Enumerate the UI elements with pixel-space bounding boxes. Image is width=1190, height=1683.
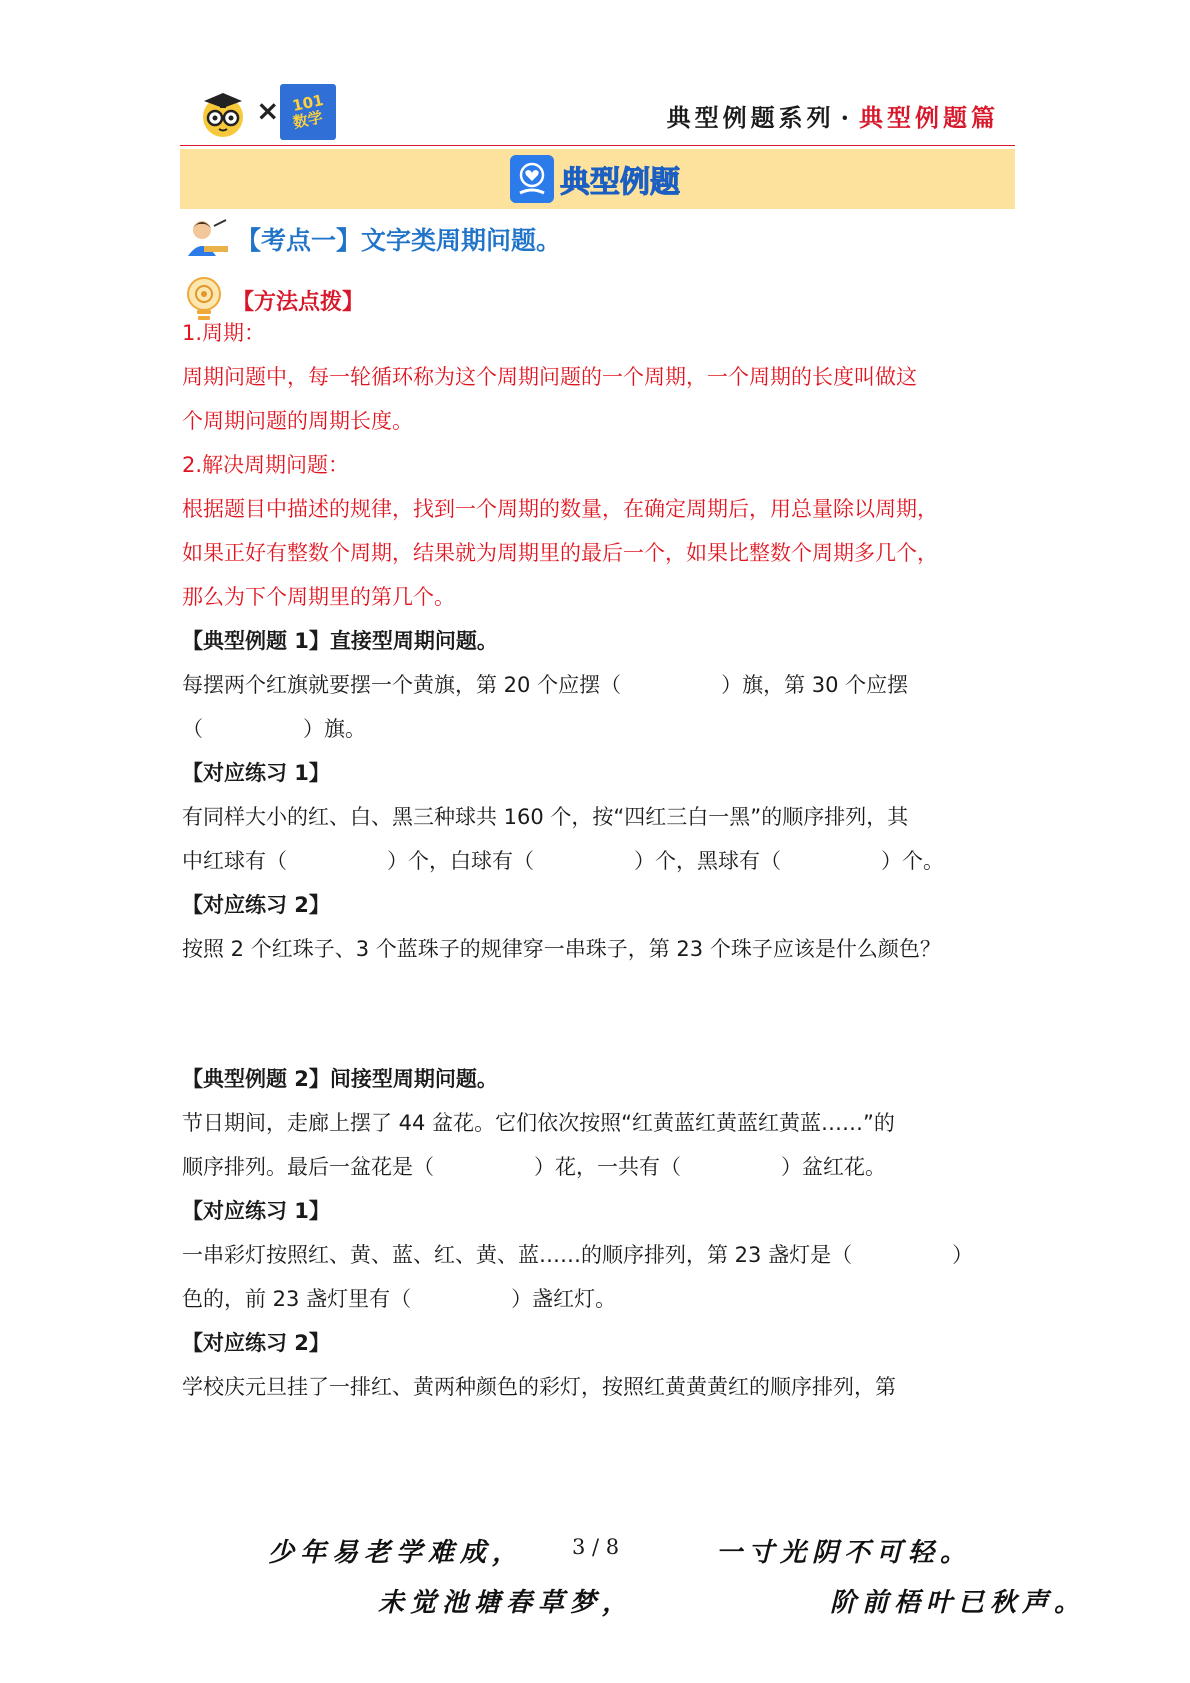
series-text-red: 典型例题篇 [859, 103, 999, 132]
text-part: （ [182, 717, 203, 741]
text-line: 节日期间，走廊上摆了 44 盆花。它们依次按照“红黄蓝红黄蓝红黄蓝……”的 [182, 1111, 895, 1135]
text-part: 顺序排列。最后一盆花是（ [182, 1155, 434, 1179]
page-header [180, 80, 1015, 146]
text-part: ）盏红灯。 [511, 1287, 617, 1311]
example-2-heading: 【典型例题 2】间接型周期问题。 [182, 1067, 498, 1091]
student-icon [184, 216, 230, 262]
logo-101-top: 101 [290, 90, 326, 116]
text-part: ）个，黑球有（ [634, 849, 781, 873]
series-dot: · [840, 103, 853, 132]
footer-poem-line: 少年易老学难成， [268, 1538, 525, 1568]
text-part: ） [952, 1243, 974, 1267]
banner-title: 典型例题 [560, 165, 680, 200]
text-line: 那么为下个周期里的第几个。 [182, 585, 455, 609]
owl-logo-icon [198, 88, 248, 138]
heart-book-icon [510, 155, 554, 203]
footer-poem-line: 阶前梧叶已秋声。 [830, 1588, 1087, 1618]
text-line: 周期问题中，每一轮循环称为这个周期问题的一个周期，一个周期的长度叫做这 [182, 365, 917, 389]
kaodian-title: 【考点一】文字类周期问题。 [236, 226, 562, 255]
practice-2-heading: 【对应练习 2】 [182, 1331, 330, 1355]
footer-poem-line: 一寸光阴不可轻。 [716, 1538, 973, 1568]
lightbulb-icon [184, 276, 224, 324]
text-part: 中红球有（ [182, 849, 287, 873]
kaodian-heading [184, 216, 561, 262]
text-line: 个周期问题的周期长度。 [182, 409, 413, 433]
practice-1-heading: 【对应练习 1】 [182, 1199, 330, 1223]
logo-101-icon [280, 84, 336, 140]
text-part: ）花，一共有（ [534, 1155, 681, 1179]
text-line [182, 1240, 973, 1270]
series-title [667, 98, 999, 133]
logo-101-bottom: 数学 [291, 108, 325, 132]
text-line [182, 1152, 886, 1182]
header-divider [180, 145, 1015, 146]
text-part: 一串彩灯按照红、黄、蓝、红、黄、蓝……的顺序排列，第 23 盏灯是（ [182, 1243, 853, 1267]
text-line: 根据题目中描述的规律，找到一个周期的数量，在确定周期后，用总量除以周期， [182, 497, 938, 521]
series-text: 典型例题系列 [666, 103, 835, 132]
text-line [182, 1284, 616, 1314]
example-1-heading: 【典型例题 1】直接型周期问题。 [182, 629, 498, 653]
practice-2-heading: 【对应练习 2】 [182, 893, 330, 917]
text-part: ）旗。 [303, 717, 366, 741]
text-part: ）旗，第 30 个应摆 [721, 673, 909, 697]
text-line: 1.周期： [182, 321, 266, 345]
text-line: 有同样大小的红、白、黑三种球共 160 个，按“四红三白一黑”的顺序排列，其 [182, 805, 909, 829]
text-part: ）个，白球有（ [387, 849, 534, 873]
text-line [182, 714, 366, 744]
text-part: 每摆两个红旗就要摆一个黄旗，第 20 个应摆（ [182, 673, 622, 697]
text-part: 色的，前 23 盏灯里有（ [182, 1287, 412, 1311]
times-sign: × [256, 94, 280, 127]
page-number: 3 / 8 [572, 1535, 620, 1559]
text-line: 学校庆元旦挂了一排红、黄两种颜色的彩灯，按照红黄黄黄红的顺序排列，第 [182, 1375, 896, 1399]
text-line: 按照 2 个红珠子、3 个蓝珠子的规律穿一串珠子，第 23 个珠子应该是什么颜色？ [182, 937, 941, 961]
text-part: ）盆红花。 [781, 1155, 886, 1179]
section-banner [180, 149, 1015, 209]
text-part: ）个。 [881, 849, 944, 873]
text-line: 如果正好有整数个周期，结果就为周期里的最后一个，如果比整数个周期多几个， [182, 541, 938, 565]
text-line: 2.解决周期问题： [182, 453, 350, 477]
text-line [182, 846, 944, 876]
footer-poem-line: 未觉池塘春草梦， [378, 1588, 635, 1618]
fangfa-title: 【方法点拨】 [232, 289, 365, 315]
practice-1-heading: 【对应练习 1】 [182, 761, 330, 785]
fangfa-heading [184, 276, 364, 324]
text-line [182, 670, 908, 700]
